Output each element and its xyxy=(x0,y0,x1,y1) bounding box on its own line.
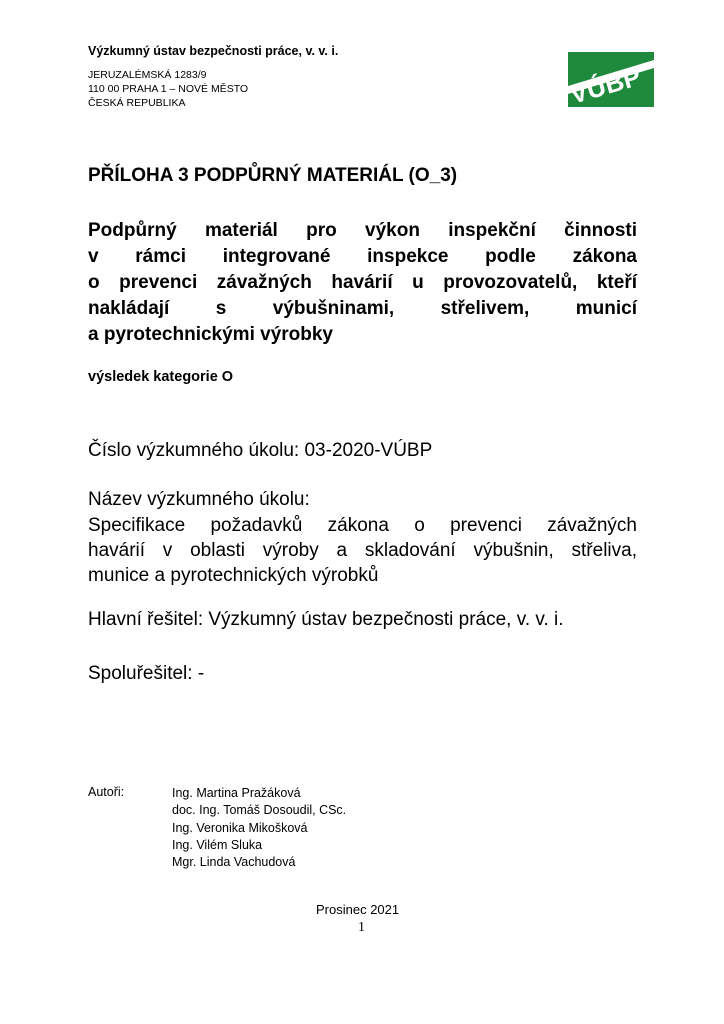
date: Prosinec 2021 xyxy=(316,902,400,917)
co-researcher: Spoluřešitel: - xyxy=(88,663,205,684)
main-researcher: Hlavní řešitel: Výzkumný ústav bezpečnosti práce, v. v. i. xyxy=(88,609,564,630)
task-name-line: munice a pyrotechnických výrobků xyxy=(88,565,379,586)
author-name: Ing. Veronika Mikošková xyxy=(172,820,308,835)
vubp-logo xyxy=(568,52,654,107)
author-name: doc. Ing. Tomáš Dosoudil, CSc. xyxy=(172,803,347,818)
task-name xyxy=(88,513,637,588)
author-name: Ing. Vilém Sluka xyxy=(172,837,263,852)
subtitle-line: v rámci integrované inspekce podle zákona xyxy=(88,246,637,267)
subtitle-line: a pyrotechnickými výrobky xyxy=(88,324,333,345)
author-name: Mgr. Linda Vachudová xyxy=(172,855,296,870)
page-number: 1 xyxy=(358,920,365,935)
category: výsledek kategorie O xyxy=(88,369,234,385)
subtitle-line: Podpůrný materiál pro výkon inspekční činnosti xyxy=(88,220,637,241)
task-name-line: havárií v oblasti výroby a skladování výbušnin, střeliva, xyxy=(88,540,637,561)
subtitle xyxy=(88,218,637,348)
task-number: Číslo výzkumného úkolu: 03-2020-VÚBP xyxy=(88,440,433,461)
subtitle-line: nakládají s výbušninami, střelivem, municí xyxy=(88,298,637,319)
logo-text: VÚBP xyxy=(568,61,645,107)
authors-label: Autoři: xyxy=(88,785,125,799)
address-line-country: ČESKÁ REPUBLIKA xyxy=(88,97,186,109)
task-name-line: Specifikace požadavků zákona o prevenci závažných xyxy=(88,515,637,536)
organization-name: Výzkumný ústav bezpečnosti práce, v. v. i. xyxy=(88,44,339,58)
vubp-logo-icon xyxy=(568,52,654,107)
author-name: Ing. Martina Pražáková xyxy=(172,786,301,800)
address-line-city: 110 00 PRAHA 1 – NOVÉ MĚSTO xyxy=(88,83,249,95)
page-title: PŘÍLOHA 3 PODPŮRNÝ MATERIÁL (O_3) xyxy=(88,165,458,186)
address-line-street: JERUZALÉMSKÁ 1283/9 xyxy=(88,69,207,81)
subtitle-line: o prevenci závažných havárií u provozovatelů, kteří xyxy=(88,272,637,293)
authors-list xyxy=(172,785,346,871)
task-name-label: Název výzkumného úkolu: xyxy=(88,489,310,510)
